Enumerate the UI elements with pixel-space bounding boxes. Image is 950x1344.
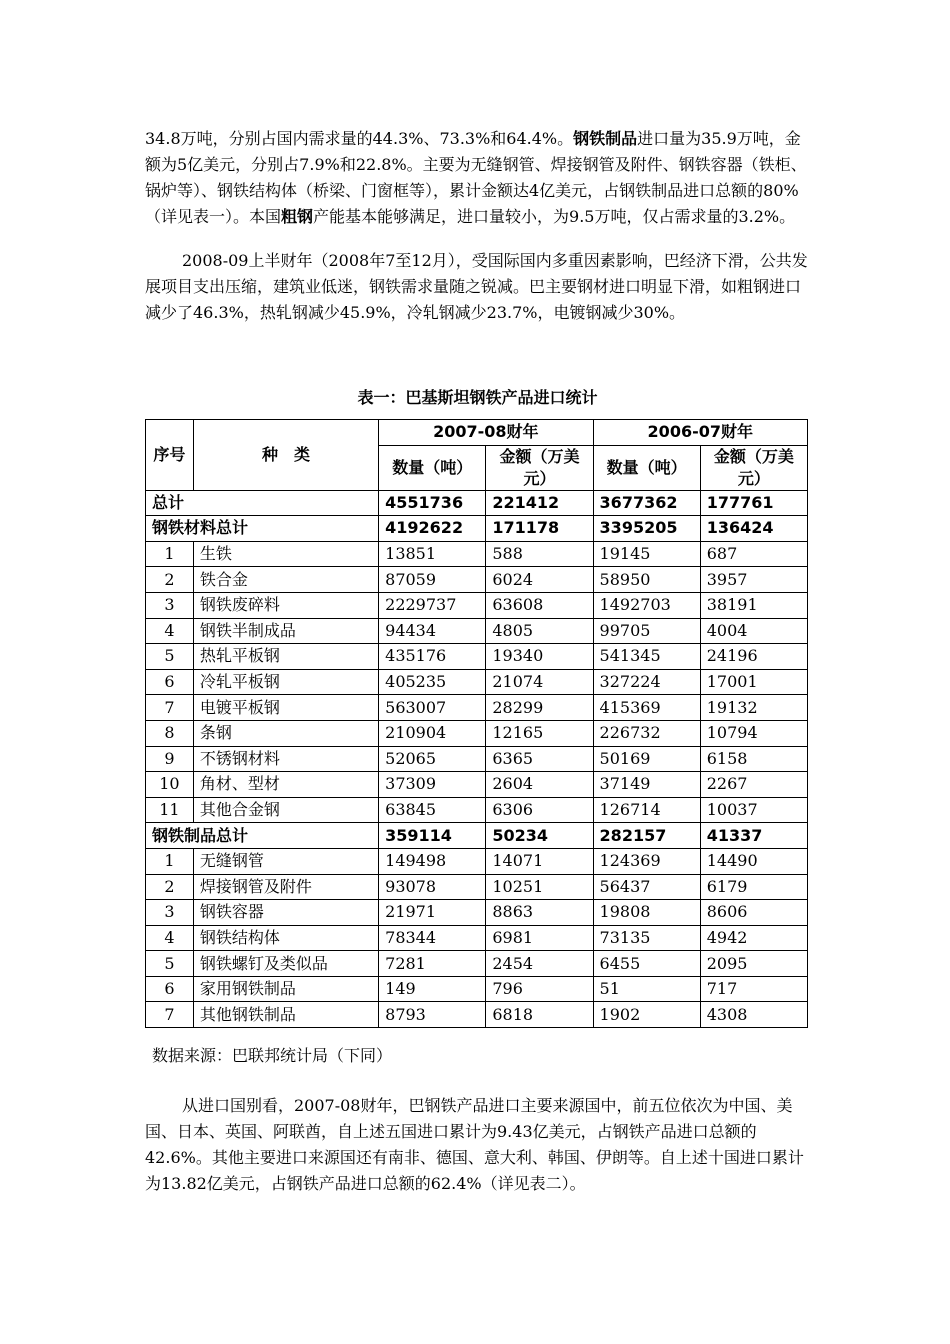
table-cell-value: 2095 bbox=[700, 951, 807, 977]
table-row bbox=[146, 848, 808, 874]
table-cell-value: 136424 bbox=[700, 516, 807, 542]
products-total-row bbox=[146, 823, 808, 849]
table-row bbox=[146, 567, 808, 593]
table-cell-value: 8606 bbox=[700, 900, 807, 926]
table-cell-value: 37309 bbox=[379, 772, 486, 798]
table-row bbox=[146, 592, 808, 618]
row-index: 7 bbox=[146, 1002, 194, 1028]
table-cell-value: 2604 bbox=[486, 772, 593, 798]
row-name: 生铁 bbox=[193, 541, 378, 567]
paragraph-text: 产能基本能够满足，进口量较小，为9.5万吨，仅占需求量的3.2%。 bbox=[313, 207, 796, 226]
table-cell-value: 41337 bbox=[700, 823, 807, 849]
table-cell-value: 13851 bbox=[379, 541, 486, 567]
table-cell-value: 38191 bbox=[700, 592, 807, 618]
table-cell-value: 10037 bbox=[700, 797, 807, 823]
table-cell-value: 50169 bbox=[593, 746, 700, 772]
table-cell-value: 3677362 bbox=[593, 490, 700, 516]
row-index: 11 bbox=[146, 797, 194, 823]
table-cell-value: 327224 bbox=[593, 669, 700, 695]
table-row bbox=[146, 618, 808, 644]
table-header-row bbox=[146, 420, 808, 446]
table-cell-value: 6981 bbox=[486, 925, 593, 951]
row-name: 不锈钢材料 bbox=[193, 746, 378, 772]
table-row bbox=[146, 1002, 808, 1028]
table-row bbox=[146, 541, 808, 567]
table-cell-value: 28299 bbox=[486, 695, 593, 721]
table-cell-value: 221412 bbox=[486, 490, 593, 516]
table-cell-value: 19132 bbox=[700, 695, 807, 721]
header-index: 序号 bbox=[146, 420, 194, 491]
table-cell-value: 50234 bbox=[486, 823, 593, 849]
row-label: 钢铁材料总计 bbox=[146, 516, 379, 542]
table-cell-value: 21074 bbox=[486, 669, 593, 695]
table-row bbox=[146, 951, 808, 977]
table-cell-value: 94434 bbox=[379, 618, 486, 644]
table-cell-value: 6455 bbox=[593, 951, 700, 977]
table-cell-value: 63845 bbox=[379, 797, 486, 823]
table-cell-value: 4004 bbox=[700, 618, 807, 644]
table-cell-value: 8863 bbox=[486, 900, 593, 926]
table-cell-value: 717 bbox=[700, 976, 807, 1002]
table-cell-value: 4942 bbox=[700, 925, 807, 951]
row-index: 2 bbox=[146, 874, 194, 900]
table-cell-value: 52065 bbox=[379, 746, 486, 772]
materials-total-row bbox=[146, 516, 808, 542]
table-cell-value: 687 bbox=[700, 541, 807, 567]
table-cell-value: 21971 bbox=[379, 900, 486, 926]
table-cell-value: 1492703 bbox=[593, 592, 700, 618]
bold-term-steel-products: 钢铁制品 bbox=[573, 129, 638, 148]
row-name: 条钢 bbox=[193, 720, 378, 746]
row-index: 5 bbox=[146, 951, 194, 977]
table-row bbox=[146, 695, 808, 721]
table-cell-value: 359114 bbox=[379, 823, 486, 849]
paragraph-import-countries bbox=[145, 1093, 810, 1197]
table-cell-value: 10794 bbox=[700, 720, 807, 746]
row-name: 钢铁容器 bbox=[193, 900, 378, 926]
row-name: 电镀平板钢 bbox=[193, 695, 378, 721]
table-cell-value: 14071 bbox=[486, 848, 593, 874]
table-cell-value: 24196 bbox=[700, 644, 807, 670]
table-cell-value: 73135 bbox=[593, 925, 700, 951]
table-cell-value: 19808 bbox=[593, 900, 700, 926]
row-index: 3 bbox=[146, 592, 194, 618]
table-cell-value: 19340 bbox=[486, 644, 593, 670]
row-index: 1 bbox=[146, 848, 194, 874]
total-row bbox=[146, 490, 808, 516]
row-name: 角材、型材 bbox=[193, 772, 378, 798]
header-quantity: 数量（吨） bbox=[593, 445, 700, 490]
row-name: 钢铁半制成品 bbox=[193, 618, 378, 644]
table-cell-value: 37149 bbox=[593, 772, 700, 798]
table-cell-value: 124369 bbox=[593, 848, 700, 874]
table-cell-value: 6818 bbox=[486, 1002, 593, 1028]
table-cell-value: 149498 bbox=[379, 848, 486, 874]
table-row bbox=[146, 900, 808, 926]
header-kind: 种 类 bbox=[193, 420, 378, 491]
paragraph-steel-products bbox=[145, 126, 810, 230]
table-cell-value: 6179 bbox=[700, 874, 807, 900]
table-cell-value: 2229737 bbox=[379, 592, 486, 618]
row-index: 7 bbox=[146, 695, 194, 721]
table-cell-value: 415369 bbox=[593, 695, 700, 721]
table-cell-value: 6024 bbox=[486, 567, 593, 593]
table-row bbox=[146, 746, 808, 772]
row-index: 1 bbox=[146, 541, 194, 567]
table-cell-value: 2267 bbox=[700, 772, 807, 798]
table-row bbox=[146, 669, 808, 695]
table-cell-value: 14490 bbox=[700, 848, 807, 874]
paragraph-text: 从进口国别看，2007-08财年，巴钢铁产品进口主要来源国中，前五位依次为中国、美国、日本、英国、阿联酋，自上述五国进口累计为9.43亿美元，占钢铁产品进口总额的42.6%。其他主要进口来源国还有南非、德国、意大利、韩国、伊朗等。自上述十国进口累计为13.82亿美元，占钢铁产品进口总额的62.4%（详见表二）。 bbox=[145, 1096, 804, 1193]
table-cell-value: 171178 bbox=[486, 516, 593, 542]
table-cell-value: 3957 bbox=[700, 567, 807, 593]
header-fy2006-07: 2006-07财年 bbox=[593, 420, 807, 446]
row-index: 5 bbox=[146, 644, 194, 670]
table-cell-value: 58950 bbox=[593, 567, 700, 593]
header-amount: 金额（万美元） bbox=[700, 445, 807, 490]
table-row bbox=[146, 797, 808, 823]
row-index: 6 bbox=[146, 669, 194, 695]
table-row bbox=[146, 720, 808, 746]
table-cell-value: 4805 bbox=[486, 618, 593, 644]
table-cell-value: 3395205 bbox=[593, 516, 700, 542]
table-cell-value: 93078 bbox=[379, 874, 486, 900]
row-name: 无缝钢管 bbox=[193, 848, 378, 874]
row-index: 3 bbox=[146, 900, 194, 926]
table-cell-value: 2454 bbox=[486, 951, 593, 977]
row-index: 4 bbox=[146, 618, 194, 644]
row-label: 钢铁制品总计 bbox=[146, 823, 379, 849]
table-cell-value: 177761 bbox=[700, 490, 807, 516]
row-name: 家用钢铁制品 bbox=[193, 976, 378, 1002]
row-index: 8 bbox=[146, 720, 194, 746]
row-name: 钢铁螺钉及类似品 bbox=[193, 951, 378, 977]
table-cell-value: 796 bbox=[486, 976, 593, 1002]
row-name: 冷轧平板钢 bbox=[193, 669, 378, 695]
table-cell-value: 51 bbox=[593, 976, 700, 1002]
table-row bbox=[146, 874, 808, 900]
row-index: 6 bbox=[146, 976, 194, 1002]
table-cell-value: 435176 bbox=[379, 644, 486, 670]
table-row bbox=[146, 772, 808, 798]
row-name: 钢铁废碎料 bbox=[193, 592, 378, 618]
table-caption: 表一：巴基斯坦钢铁产品进口统计 bbox=[357, 388, 598, 407]
table-cell-value: 8793 bbox=[379, 1002, 486, 1028]
steel-import-table bbox=[145, 419, 808, 1028]
table-cell-value: 1902 bbox=[593, 1002, 700, 1028]
row-name: 其他钢铁制品 bbox=[193, 1002, 378, 1028]
table-cell-value: 4551736 bbox=[379, 490, 486, 516]
table-cell-value: 4308 bbox=[700, 1002, 807, 1028]
paragraph-fy2008-09 bbox=[145, 248, 810, 326]
paragraph-text: 2008-09上半财年（2008年7至12月），受国际国内多重因素影响，巴经济下滑，公共发展项目支出压缩，建筑业低迷，钢铁需求量随之锐减。巴主要钢材进口明显下滑，如粗钢进口减少了46.3%，热轧钢减少45.9%，冷轧钢减少23.7%，电镀钢减少30%。 bbox=[145, 251, 808, 322]
table-cell-value: 405235 bbox=[379, 669, 486, 695]
row-name: 钢铁结构体 bbox=[193, 925, 378, 951]
table-cell-value: 6158 bbox=[700, 746, 807, 772]
table-cell-value: 4192622 bbox=[379, 516, 486, 542]
table-row bbox=[146, 644, 808, 670]
header-amount: 金额（万美元） bbox=[486, 445, 593, 490]
row-name: 铁合金 bbox=[193, 567, 378, 593]
table-cell-value: 10251 bbox=[486, 874, 593, 900]
paragraph-text: 进口量为35.9万吨，金额为5亿美元，分别占7.9%和22.8%。主要为无缝钢管、焊接钢管及附件、钢铁容器（铁柜、锅炉等）、钢铁结构体（桥梁、门窗框等），累计金额达4亿美元，占钢铁制品进口总额的80%（详见表一）。本国 bbox=[145, 129, 807, 226]
table-cell-value: 541345 bbox=[593, 644, 700, 670]
table-cell-value: 588 bbox=[486, 541, 593, 567]
table-cell-value: 7281 bbox=[379, 951, 486, 977]
table-cell-value: 282157 bbox=[593, 823, 700, 849]
row-index: 2 bbox=[146, 567, 194, 593]
row-name: 焊接钢管及附件 bbox=[193, 874, 378, 900]
table-cell-value: 87059 bbox=[379, 567, 486, 593]
row-index: 4 bbox=[146, 925, 194, 951]
table-cell-value: 17001 bbox=[700, 669, 807, 695]
header-fy2007-08: 2007-08财年 bbox=[379, 420, 593, 446]
paragraph-text: 34.8万吨，分别占国内需求量的44.3%、73.3%和64.4%。 bbox=[145, 129, 574, 148]
row-label: 总计 bbox=[146, 490, 379, 516]
table-cell-value: 12165 bbox=[486, 720, 593, 746]
table-cell-value: 226732 bbox=[593, 720, 700, 746]
table-row bbox=[146, 925, 808, 951]
table-row bbox=[146, 976, 808, 1002]
table-source-note: 数据来源：巴联邦统计局（下同） bbox=[152, 1046, 393, 1065]
table-cell-value: 99705 bbox=[593, 618, 700, 644]
table-cell-value: 63608 bbox=[486, 592, 593, 618]
row-index: 10 bbox=[146, 772, 194, 798]
bold-term-crude-steel: 粗钢 bbox=[281, 207, 314, 226]
table-cell-value: 126714 bbox=[593, 797, 700, 823]
row-name: 热轧平板钢 bbox=[193, 644, 378, 670]
row-index: 9 bbox=[146, 746, 194, 772]
table-cell-value: 6365 bbox=[486, 746, 593, 772]
table-cell-value: 78344 bbox=[379, 925, 486, 951]
table-cell-value: 56437 bbox=[593, 874, 700, 900]
table-cell-value: 149 bbox=[379, 976, 486, 1002]
table-cell-value: 563007 bbox=[379, 695, 486, 721]
table-cell-value: 210904 bbox=[379, 720, 486, 746]
table-cell-value: 6306 bbox=[486, 797, 593, 823]
row-name: 其他合金钢 bbox=[193, 797, 378, 823]
table-cell-value: 19145 bbox=[593, 541, 700, 567]
header-quantity: 数量（吨） bbox=[379, 445, 486, 490]
